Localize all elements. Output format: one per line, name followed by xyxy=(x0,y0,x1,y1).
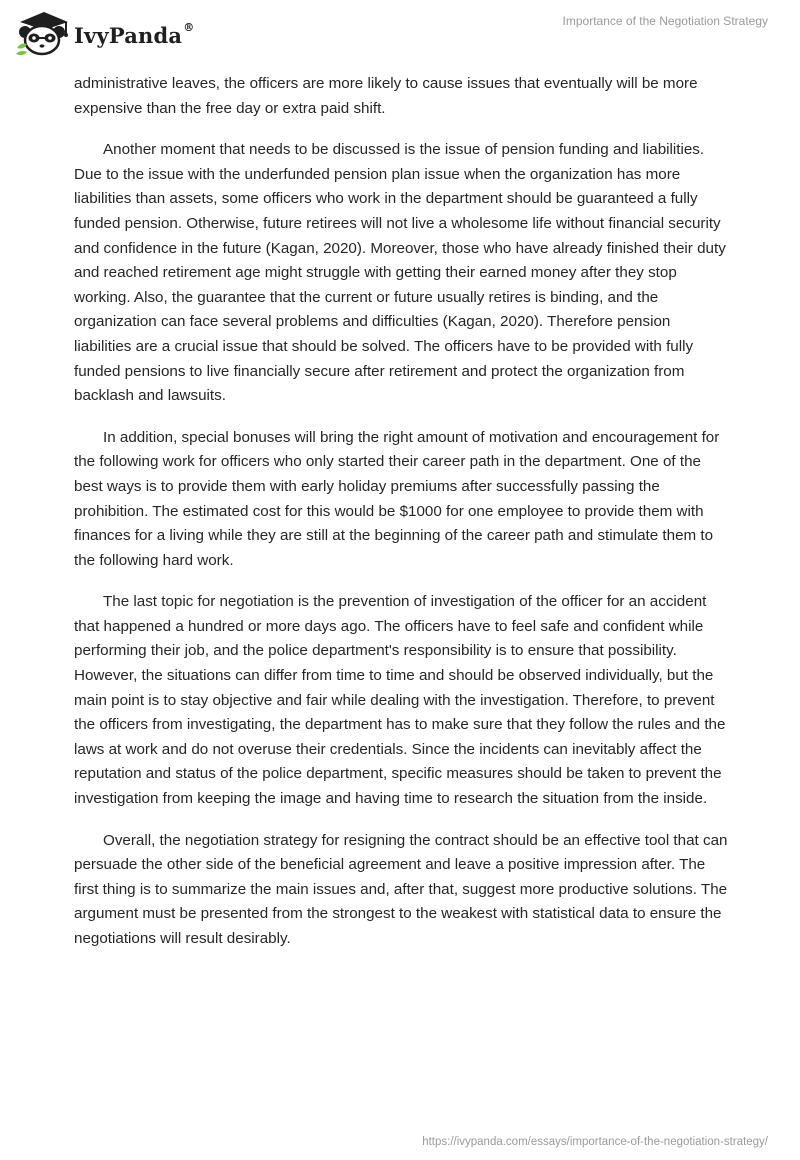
registered-mark: ® xyxy=(183,20,195,34)
essay-body xyxy=(74,72,730,969)
panda-graduation-cap-icon xyxy=(14,8,70,58)
document-title: Importance of the Negotiation Strategy xyxy=(562,14,768,28)
brand-name: IvyPanda® xyxy=(74,20,195,48)
paragraph: The last topic for negotiation is the prevention of investigation of the officer for an accident that happened a hundred or more days ago. The officers have to feel safe and confident while performing their job, and the police department's responsibility is to ensure that possibility. However, the situations can differ from time to time and should be observed individually, but the main point is to stay objective and fair while dealing with the investigation. Therefore, to prevent the officers from investigating, the department has to make sure that they follow the rules and the laws at work and do not overuse their credentials. Since the incidents can inevitably affect the reputation and status of the police department, specific measures should be taken to prevent the investigation from keeping the image and having time to research the situation from the inside. xyxy=(74,593,726,808)
page-header xyxy=(0,0,800,64)
paragraph: Another moment that needs to be discussed is the issue of pension funding and liabilities. Due to the issue with the underfunded pension plan issue when the organization has more liabilities than assets, some officers who work in the department should be guaranteed a fully funded pension. Otherwise, future retirees will not live a wholesome life without financial security and confidence in the future (Kagan, 2020). Moreover, those who have already finished their duty and reached retirement age might struggle with getting their earned money after they stop working. Also, the guarantee that the current or future usually retires is binding, and the organization can face several problems and difficulties (Kagan, 2020). Therefore pension liabilities are a crucial issue that should be solved. The officers have to be provided with fully funded pensions to live financially secure after retirement and protect the organization from backlash and lawsuits. xyxy=(74,141,726,405)
paragraph: administrative leaves, the officers are more likely to cause issues that eventually will be more expensive than the free day or extra paid shift. xyxy=(74,75,698,117)
paragraph: In addition, special bonuses will bring the right amount of motivation and encouragement for the following work for officers who only started their career path in the department. One of the best ways is to provide them with early holiday premiums after successfully passing the prohibition. The estimated cost for this would be $1000 for one employee to provide them with finances for a living while they are still at the beginning of the career path and stimulate them to the following hard work. xyxy=(74,428,720,569)
footer-url[interactable]: https://ivypanda.com/essays/importance-of-the-negotiation-strategy/ xyxy=(422,1136,768,1148)
paragraph: Overall, the negotiation strategy for resigning the contract should be an effective tool that can persuade the other side of the beneficial agreement and leave a positive impression after. The first thing is to summarize the main issues and, after that, suggest more productive solutions. The argument must be presented from the strongest to the weakest with statistical data to ensure the negotiations will result desirably. xyxy=(74,831,728,947)
brand-logo[interactable] xyxy=(14,8,194,58)
